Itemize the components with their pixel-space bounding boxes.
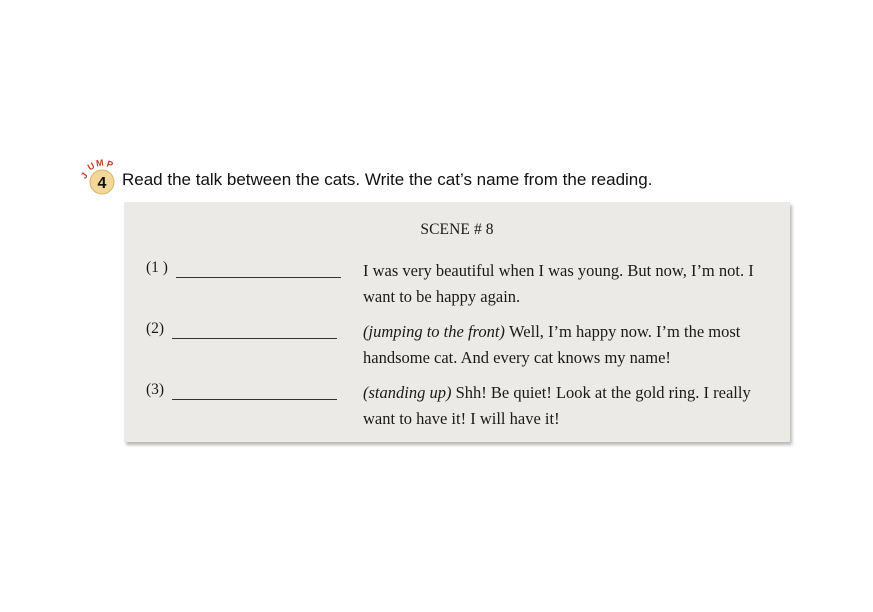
jump-badge [78,158,122,198]
jump-letter-m: M [95,158,105,169]
jump-letter-u: U [85,160,97,173]
answer-blank-1[interactable] [176,277,341,278]
dialogue-text [363,258,773,310]
answer-blank-2[interactable] [172,338,337,339]
speech-text: Shh! Be quiet! Look at the gold ring. I really want to have it! I will have it! [363,383,751,428]
speech-text: Well, I’m happy now. I’m the most handsome cat. And every cat knows my name! [363,322,741,367]
stage-direction: (jumping to the front) [363,322,510,341]
speech-text: I was very beautiful when I was young. But now, I’m not. I want to be happy again. [363,261,754,306]
answer-blank-3[interactable] [172,399,337,400]
jump-letter-p: P [105,158,115,170]
line-number: (1 ) [146,259,168,276]
line-number: (2) [146,320,165,337]
stage-direction: (standing up) [363,383,456,402]
scene-panel [124,202,790,442]
dialogue-text [363,380,773,432]
jump-letter-j: J [78,170,90,181]
exercise-number: 4 [97,175,107,192]
instruction-text: Read the talk between the cats. Write the cat’s name from the reading. [122,170,653,189]
scene-title: SCENE # 8 [420,221,494,238]
line-number: (3) [146,381,165,398]
dialogue-text [363,319,773,371]
